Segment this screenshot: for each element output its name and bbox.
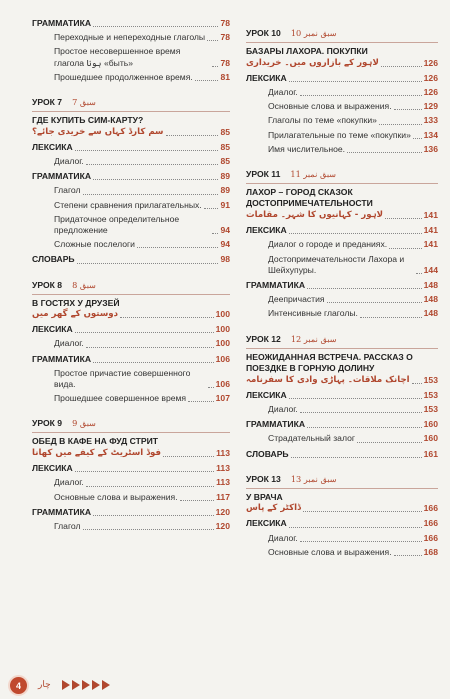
page-ref: 113 [216, 447, 230, 458]
divider [32, 294, 230, 295]
leader-dots [385, 218, 422, 219]
toc-subentry[interactable] [246, 101, 438, 112]
lesson-label: УРОК 9 [32, 418, 63, 429]
entry-text: Достопримечательности Лахора и Шейхупуры. [268, 253, 405, 275]
page-ref: 78 [220, 18, 230, 28]
leader-dots [180, 500, 215, 501]
toc-subentry[interactable] [32, 185, 230, 196]
page-ref: 107 [215, 393, 230, 404]
toc-subentry[interactable] [32, 200, 230, 211]
toc-section-entry[interactable] [246, 225, 438, 236]
toc-subentry[interactable] [32, 214, 230, 236]
toc-subentry[interactable] [246, 404, 438, 415]
page-ref: 126 [423, 57, 438, 68]
page-ref: 148 [423, 308, 438, 319]
toc-section-entry[interactable] [246, 449, 438, 460]
toc-subentry[interactable] [32, 368, 230, 390]
page-ref: 91 [220, 199, 230, 210]
toc-section-entry[interactable] [32, 254, 230, 265]
lesson-label-urdu: سبق نمبر 10 [290, 28, 337, 38]
toc-section-entry[interactable] [32, 354, 230, 365]
toc-section-entry[interactable] [246, 73, 438, 84]
leader-dots [289, 398, 422, 399]
toc-section-entry[interactable] [246, 419, 438, 430]
toc-urdu-title-entry[interactable] [246, 375, 438, 386]
entry-text: لاہور - کہانیوں کا شہر۔ مقامات [246, 209, 384, 220]
page-ref: 94 [220, 239, 230, 250]
leader-dots [137, 247, 219, 248]
page-ref: 133 [423, 115, 438, 126]
lesson-label-urdu: سبق 9 [72, 418, 97, 429]
page-ref: 85 [220, 155, 230, 166]
page-ref: 168 [423, 546, 438, 557]
toc-subentry[interactable] [246, 547, 438, 558]
toc-subentry[interactable] [32, 338, 230, 349]
toc-subentry[interactable] [246, 254, 438, 276]
page-ref: 120 [215, 506, 230, 517]
entry-text: ЛЕКСИКА [246, 518, 287, 529]
page-ref: 126 [423, 72, 438, 83]
page-ref: 161 [423, 448, 438, 459]
lesson-title: ЛАХОР – ГОРОД СКАЗОК ДОСТОПРИМЕЧАТЕЛЬНОСТИ [246, 186, 373, 209]
toc-section-entry[interactable] [32, 142, 230, 153]
leader-dots [207, 40, 218, 41]
page-ref: 106 [215, 379, 230, 390]
toc-subentry[interactable] [32, 492, 230, 503]
entry-text: Диалог. [268, 86, 298, 97]
leader-dots [300, 412, 422, 413]
entry-text: Прилагательные по теме «покупки» [268, 129, 411, 140]
leader-dots [327, 302, 422, 303]
leader-dots [86, 486, 214, 487]
toc-urdu-title-entry[interactable] [32, 448, 230, 459]
lesson-header [32, 418, 230, 428]
entry-text: ГРАММАТИКА [32, 353, 92, 364]
entry-text: اچانک ملاقات۔ پہاڑی وادی کا سفرنامہ [246, 374, 410, 385]
toc-urdu-title-entry[interactable] [246, 210, 438, 221]
lesson-title: У ВРАЧА [246, 491, 283, 502]
page-ref: 117 [216, 491, 230, 502]
entry-text: دوستوں کے گھر میں [32, 309, 119, 320]
lesson-label: УРОК 11 [246, 168, 281, 179]
page-ref: 134 [423, 129, 438, 140]
toc-urdu-title-entry[interactable] [246, 503, 438, 514]
toc-section-entry[interactable] [32, 507, 230, 518]
page-ref: 166 [423, 518, 438, 529]
leader-dots [75, 150, 219, 151]
divider [32, 432, 230, 433]
entry-text: Прошедшее продолженное время. [54, 71, 193, 82]
leader-dots [75, 332, 214, 333]
page-ref: 141 [423, 239, 438, 250]
entry-text: Диалог о городе и преданиях. [268, 239, 388, 250]
leader-dots [93, 362, 214, 363]
entry-text: Степени сравнения прилагательных. [54, 199, 202, 210]
entry-text: سم کارڈ کہاں سے خریدی جائے؟ [32, 126, 164, 137]
leader-dots [83, 529, 214, 530]
toc-left-column [32, 14, 230, 532]
toc-subentry[interactable] [32, 156, 230, 167]
leader-dots [347, 152, 422, 153]
entry-text: Страдательный залог [268, 433, 355, 444]
toc-subentry[interactable] [246, 433, 438, 444]
toc-subentry[interactable] [246, 130, 438, 141]
page-ref: 85 [220, 141, 230, 152]
toc-right-column [246, 14, 438, 558]
lesson-header [246, 474, 438, 484]
leader-dots [86, 164, 219, 165]
leader-dots [394, 109, 422, 110]
entry-text: ЛЕКСИКА [32, 324, 73, 335]
entry-text: СЛОВАРЬ [246, 448, 289, 459]
leader-dots [208, 387, 214, 388]
leader-dots [303, 511, 422, 512]
lesson-title: ГДЕ КУПИТЬ СИМ-КАРТУ? [32, 115, 144, 126]
lesson-title: ОБЕД В КАФЕ НА ФУД СТРИТ [32, 436, 159, 447]
leader-dots [357, 442, 422, 443]
entry-text: ГРАММАТИКА [32, 506, 92, 517]
toc-subentry[interactable] [32, 46, 230, 68]
toc-section-entry[interactable] [246, 518, 438, 529]
toc-section-entry[interactable] [246, 390, 438, 401]
lesson-title: В ГОСТЯХ У ДРУЗЕЙ [32, 297, 120, 308]
entry-text: Глаголы по теме «покупки» [268, 115, 377, 126]
page-ref: 166 [423, 532, 438, 543]
page-ref: 94 [220, 224, 230, 235]
page-ref: 166 [423, 503, 438, 514]
page-ref: 85 [220, 126, 230, 137]
page-ref: 106 [215, 353, 230, 364]
page-ref: 81 [220, 71, 230, 82]
leader-dots [289, 527, 422, 528]
lesson-label-urdu: سبق نمبر 11 [290, 168, 337, 179]
leader-dots [307, 427, 422, 428]
entry-text: ЛЕКСИКА [246, 389, 287, 400]
page-ref: 100 [215, 338, 230, 349]
toc-subentry[interactable] [246, 533, 438, 544]
leader-dots [300, 95, 422, 96]
toc-urdu-title-entry[interactable] [32, 127, 230, 138]
lesson-label-urdu: سبق نمبر 12 [290, 333, 337, 344]
toc-section-entry[interactable] [32, 171, 230, 182]
entry-text: Придаточное определительное предложение [54, 213, 180, 235]
entry-text: ЛЕКСИКА [246, 72, 287, 83]
entry-text: Основные слова и выражения. [54, 491, 178, 502]
lesson-label: УРОК 8 [32, 279, 63, 290]
lesson-header [246, 28, 438, 38]
entry-text: ГРАММАТИКА [246, 419, 306, 430]
leader-dots [83, 194, 219, 195]
page-ref: 144 [423, 264, 438, 275]
page-ref: 78 [220, 32, 230, 43]
lesson-header [246, 169, 438, 179]
leader-dots [75, 471, 214, 472]
leader-dots [93, 515, 214, 516]
leader-dots [413, 138, 422, 139]
toc-subentry[interactable] [246, 239, 438, 250]
entry-text: Интенсивные глаголы. [268, 308, 358, 319]
leader-dots [212, 233, 218, 234]
toc-subentry[interactable] [246, 308, 438, 319]
leader-dots [77, 263, 219, 264]
toc-subentry[interactable] [246, 87, 438, 98]
page-ref: 129 [423, 101, 438, 112]
entry-text: ЛЕКСИКА [32, 463, 73, 474]
entry-text: Глагол [54, 185, 81, 196]
page-ref: 141 [423, 225, 438, 236]
leader-dots [300, 541, 422, 542]
entry-text: Основные слова и выражения. [268, 101, 392, 112]
entry-text: ЛЕКСИКА [246, 225, 287, 236]
lesson-label: УРОК 13 [246, 473, 281, 484]
leader-dots [307, 288, 422, 289]
toc-urdu-title-entry[interactable] [32, 309, 230, 320]
toc-urdu-title-entry[interactable] [246, 58, 438, 69]
leader-dots [379, 124, 422, 125]
page-ref: 100 [215, 309, 230, 320]
page-ref: 120 [215, 520, 230, 531]
leader-dots [120, 317, 214, 318]
lesson-label-urdu: سبق 8 [72, 279, 97, 290]
lesson-title: НЕОЖИДАННАЯ ВСТРЕЧА. РАССКАЗ О ПОЕЗДКЕ В ГОРНУЮ ДОЛИНУ [246, 351, 413, 374]
entry-text: لاہور کے بازاروں میں۔ خریداری [246, 57, 379, 68]
divider [246, 348, 438, 349]
page-ref: 113 [216, 477, 230, 488]
divider [246, 183, 438, 184]
leader-dots [93, 179, 218, 180]
leader-dots [166, 135, 219, 136]
entry-text: Прошедшее совершенное время [54, 393, 187, 404]
lesson-label: УРОК 10 [246, 28, 281, 38]
entry-text: Деепричастия [268, 294, 325, 305]
toc-subentry[interactable] [32, 393, 230, 404]
leader-dots [389, 248, 422, 249]
divider [246, 488, 438, 489]
lesson-label-urdu: سبق 7 [72, 97, 97, 108]
leader-dots [204, 208, 219, 209]
entry-text: Простое причастие совершенного вида. [54, 367, 191, 390]
divider [246, 42, 438, 43]
page-number-badge: 4 [8, 675, 29, 696]
entry-text: ГРАММАТИКА [246, 279, 306, 290]
leader-dots [289, 81, 422, 82]
lesson-header [32, 280, 230, 290]
page-ref: 136 [423, 143, 438, 154]
page-ref: 141 [423, 209, 438, 220]
entry-text: Основные слова и выражения. [268, 546, 392, 557]
page-ref: 160 [423, 433, 438, 444]
lesson-label: УРОК 12 [246, 333, 281, 344]
page-ref: 153 [423, 403, 438, 414]
toc-subentry[interactable] [32, 239, 230, 250]
leader-dots [412, 383, 422, 384]
page-ref: 126 [423, 86, 438, 97]
entry-text: Сложные послелоги [54, 239, 135, 250]
entry-text: ГРАММАТИКА [32, 171, 92, 182]
lesson-label: УРОК 7 [32, 97, 63, 108]
page-ref: 100 [215, 324, 230, 335]
leader-dots [289, 233, 422, 234]
leader-dots [291, 457, 422, 458]
entry-text: Простое несовершенное время глагола ہونا «быть» [54, 46, 181, 68]
page-ref: 98 [220, 254, 230, 265]
leader-dots [195, 80, 219, 81]
leader-dots [212, 66, 218, 67]
page-ref: 89 [220, 185, 230, 196]
leader-dots [86, 347, 214, 348]
page-number-urdu: چار [38, 680, 51, 690]
leader-dots [93, 26, 218, 27]
leader-dots [163, 456, 214, 457]
entry-text: فوڈ اسٹریٹ کے کیفے میں کھانا [32, 447, 162, 458]
toc-section-entry[interactable] [32, 18, 230, 29]
toc-subentry[interactable] [32, 521, 230, 532]
page-ref: 153 [423, 374, 438, 385]
toc-subentry[interactable] [246, 144, 438, 155]
lesson-title: БАЗАРЫ ЛАХОРА. ПОКУПКИ [246, 46, 368, 56]
entry-text: Диалог. [268, 532, 298, 543]
entry-text: Имя числительное. [268, 143, 346, 154]
page-ref: 153 [423, 389, 438, 400]
divider [32, 111, 230, 112]
toc-subentry[interactable] [32, 72, 230, 83]
toc-subentry[interactable] [32, 32, 230, 43]
toc-subentry[interactable] [246, 294, 438, 305]
leader-dots [360, 317, 422, 318]
entry-text: Глагол [54, 520, 81, 531]
entry-text: СЛОВАРЬ [32, 254, 75, 265]
leader-dots [188, 401, 214, 402]
page-ref: 78 [220, 57, 230, 68]
page-ref: 148 [423, 294, 438, 305]
page-ref: 113 [216, 463, 230, 474]
entry-text: ГРАММАТИКА [32, 18, 92, 28]
toc-section-entry[interactable] [32, 324, 230, 335]
page-ref: 160 [423, 419, 438, 430]
leader-dots [394, 555, 422, 556]
toc-subentry[interactable] [32, 477, 230, 488]
lesson-header [32, 97, 230, 107]
lesson-label-urdu: سبق نمبر 13 [290, 473, 337, 484]
page-ref: 148 [423, 279, 438, 290]
toc-section-entry[interactable] [32, 463, 230, 474]
toc-subentry[interactable] [246, 115, 438, 126]
leader-dots [416, 273, 422, 274]
entry-text: ЛЕКСИКА [32, 141, 73, 152]
page-ref: 89 [220, 171, 230, 182]
toc-section-entry[interactable] [246, 280, 438, 291]
entry-text: Диалог. [54, 477, 84, 488]
entry-text: Переходные и непереходные глаголы [54, 32, 206, 43]
lesson-header [246, 334, 438, 344]
entry-text: Диалог. [54, 155, 84, 166]
arrow-decoration-icon [62, 680, 110, 690]
entry-text: Диалог. [268, 403, 298, 414]
leader-dots [381, 66, 422, 67]
entry-text: Диалог. [54, 338, 84, 349]
entry-text: ڈاکٹر کے پاس [246, 503, 301, 514]
